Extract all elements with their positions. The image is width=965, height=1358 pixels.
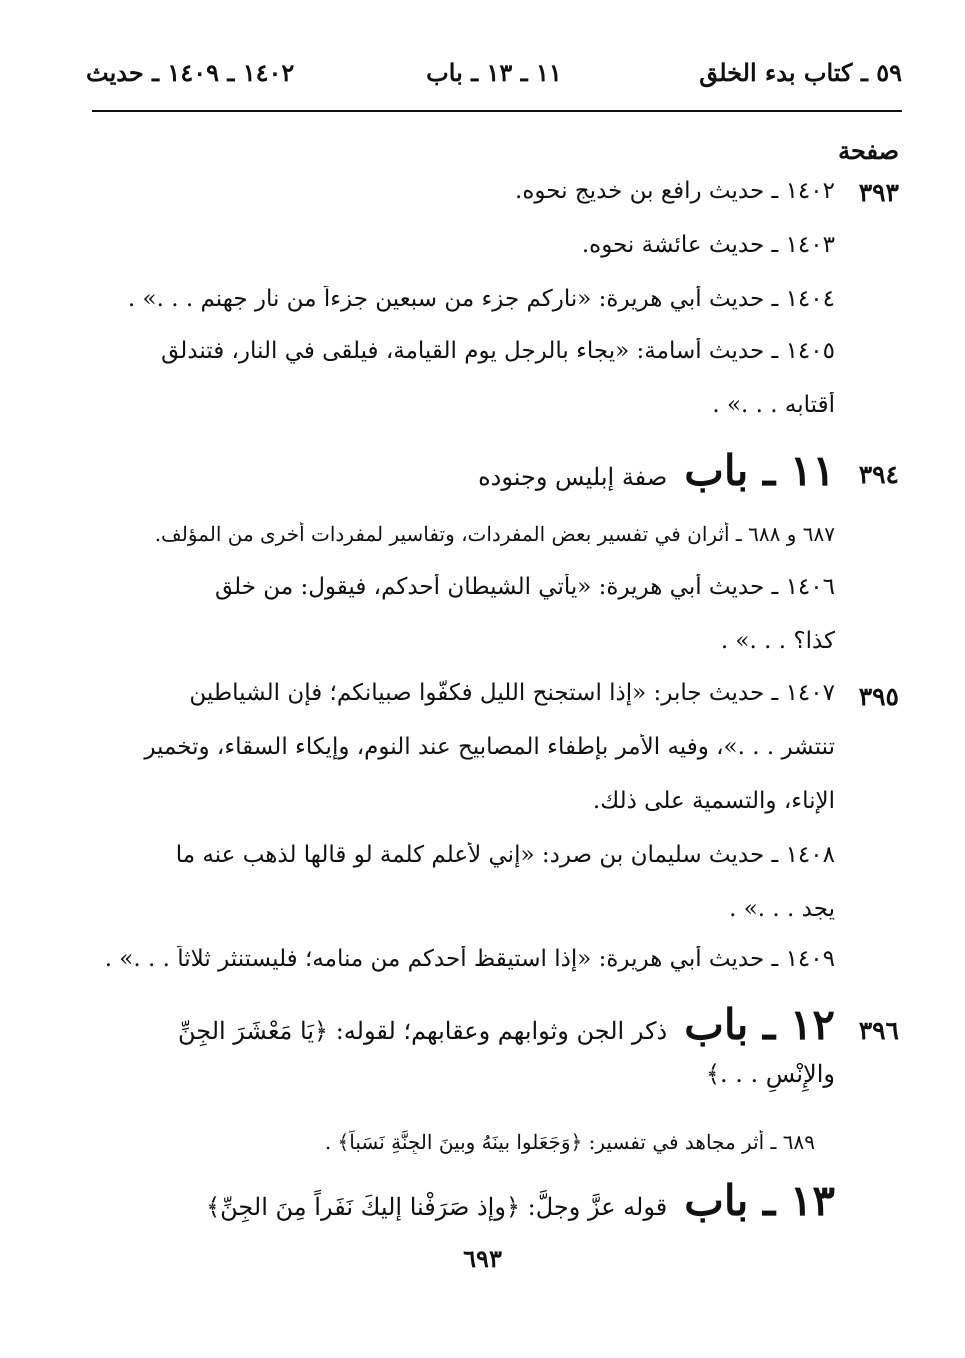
hadith-entry-cont: تنتشر . . .»، وفيه الأمر بإطفاء المصابيح عند النوم، وإيكاء السقاء، وتخمير bbox=[144, 734, 835, 760]
header-rule bbox=[92, 110, 902, 112]
chapter-number: ١٢ ـ باب bbox=[684, 1000, 835, 1049]
hadith-entry-cont: يجد . . .» . bbox=[729, 896, 835, 922]
chapter-heading bbox=[55, 1176, 835, 1225]
chapter-title: قوله عزَّ وجلَّ: ﴿وإذ صَرَفْنا إليكَ نَفَراً مِنَ الجِنِّ﴾ bbox=[206, 1193, 668, 1221]
chapter-title: صفة إبليس وجنوده bbox=[478, 463, 668, 491]
athar-note: ٦٨٧ و ٦٨٨ ـ أثران في تفسير بعض المفردات، وتفاسير لمفردات أخرى من المؤلف. bbox=[154, 522, 835, 546]
hadith-entry: ١٤٠٥ ـ حديث أسامة: «يجاء بالرجل يوم القيامة، فيلقى في النار، فتندلق bbox=[161, 338, 835, 364]
hadith-entry: ١٤٠٤ ـ حديث أبي هريرة: «ناركم جزء من سبعين جزءاً من نار جهنم . . .» . bbox=[127, 286, 835, 312]
hadith-entry: ١٤٠٨ ـ حديث سليمان بن صرد: «إني لأعلم كلمة لو قالها لذهب عنه ما bbox=[175, 842, 835, 868]
athar-note: ٦٨٩ ـ أثر مجاهد في تفسير: ﴿وَجَعَلوا بينَهُ وبينَ الجِنَّةِ نَسَباً﴾ . bbox=[324, 1130, 815, 1154]
page-number: ٦٩٣ bbox=[463, 1244, 502, 1273]
hadith-entry: ١٤٠٦ ـ حديث أبي هريرة: «يأتي الشيطان أحدكم، فيقول: من خلق bbox=[214, 574, 835, 600]
chapter-number: ١١ ـ باب bbox=[684, 446, 835, 495]
hadith-entry-cont: الإناء، والتسمية على ذلك. bbox=[592, 788, 835, 814]
page-ref: ٣٩٦ bbox=[858, 1016, 899, 1045]
hadith-entry: ١٤٠٣ ـ حديث عائشة نحوه. bbox=[581, 232, 835, 258]
header-hadith-range: ١٤٠٢ ـ ١٤٠٩ ـ حديث bbox=[86, 58, 295, 87]
hadith-entry: ١٤٠٢ ـ حديث رافع بن خديج نحوه. bbox=[515, 178, 835, 204]
hadith-entry-cont: كذا؟ . . .» . bbox=[720, 628, 835, 654]
hadith-entry-cont: أقتابه . . .» . bbox=[712, 392, 835, 418]
chapter-title-cont: والإِنْسِ . . .﴾ bbox=[705, 1060, 835, 1088]
page-ref: ٣٩٥ bbox=[858, 682, 899, 711]
chapter-heading bbox=[55, 1000, 835, 1049]
page-ref: ٣٩٣ bbox=[858, 178, 899, 207]
header-chapter-range: ١١ ـ ١٣ ـ باب bbox=[426, 58, 562, 87]
chapter-number: ١٣ ـ باب bbox=[684, 1176, 835, 1225]
running-header bbox=[86, 58, 902, 100]
chapter-title: ذكر الجن وثوابهم وعقابهم؛ لقوله: ﴿يَا مَعْشَرَ الجِنِّ bbox=[177, 1017, 668, 1045]
hadith-entry: ١٤٠٩ ـ حديث أبي هريرة: «إذا استيقظ أحدكم من منامه؛ فليستنثر ثلاثاً . . .» . bbox=[104, 946, 835, 972]
page-column-label: صفحة bbox=[838, 136, 899, 165]
header-book-title: ٥٩ ـ كتاب بدء الخلق bbox=[699, 58, 902, 87]
page-ref: ٣٩٤ bbox=[858, 460, 899, 489]
hadith-entry: ١٤٠٧ ـ حديث جابر: «إذا استجنح الليل فكفُّوا صبيانكم؛ فإن الشياطين bbox=[189, 680, 835, 706]
chapter-heading bbox=[55, 446, 835, 495]
